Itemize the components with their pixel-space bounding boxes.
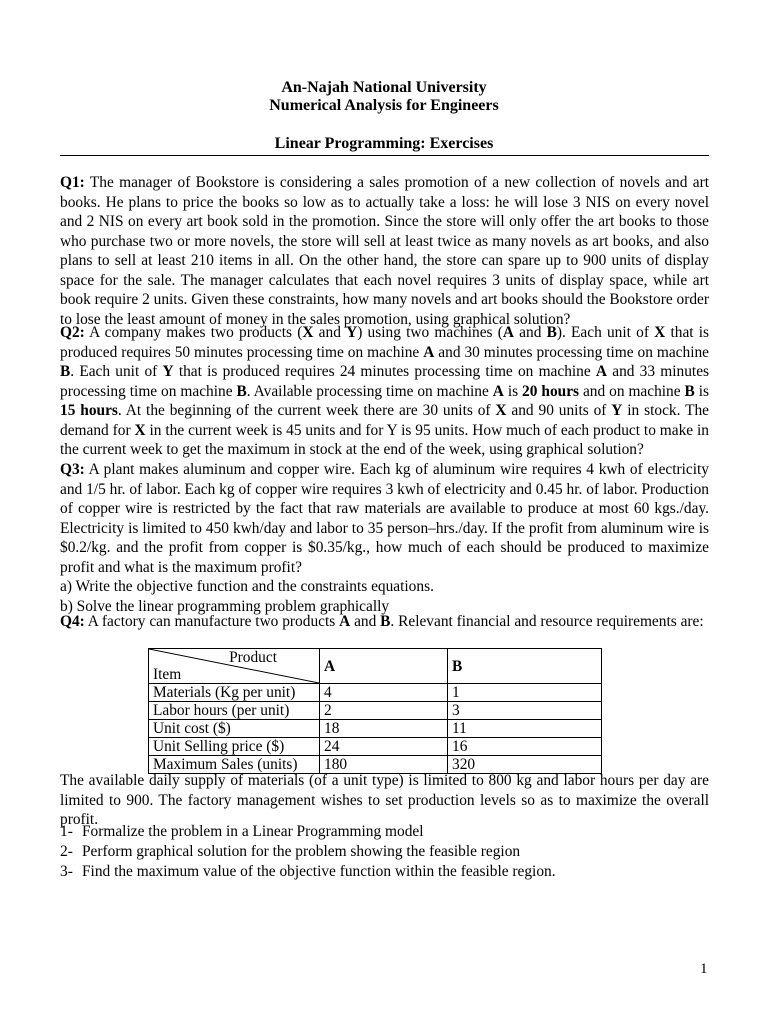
table-row xyxy=(149,738,602,756)
text-segment: A factory can manufacture two products xyxy=(84,613,340,630)
bold-text: A xyxy=(492,382,504,400)
column-header-b: B xyxy=(448,649,602,684)
text-segment: The manager of Bookstore is considering a sales promotion of a new collection of novels and art books. He plans to price the books so low as to actually take a loss: he will lose 3 NIS on every novel and 2 NIS on every art book sold in the promotion. Since the store will only offer the art books to those who purchase two or more novels, the store will sell at least twice as many novels as art books, and also plans to sell at least 210 items in all. On the other hand, the store can spare up to 900 units of display space for the sale. The manager calculates that each novel requires 3 units of display space, while art book require 2 units. Given these constraints, how many novels and art books should the Bookstore order to lose the least amount of money in the sales promotion, using graphical solution? xyxy=(60,174,709,328)
corner-item-label: Item xyxy=(153,666,182,683)
text-segment: that is produced requires 50 minutes processing time on machine xyxy=(60,324,710,361)
bold-text: Y xyxy=(346,324,358,341)
corner-header-cell xyxy=(149,649,320,684)
text-segment: A plant makes aluminum and copper wire. Each kg of aluminum wire requires 4 kwh of electricity and 1/5 hr. of labor. Each kg of copper wire requires 3 kwh of electricity and 0.45 hr. of labor. Production of copper wire is restricted by the fact that raw materials are available to produce at most 60 kgs./day. Electricity is limited to 450 kwh/day and labor to 35 person–hrs./day. If the profit from aluminum wire is $0.2/kg. and the profit from copper is $0.35/kg., how much of each should be produced to maximize profit and what is the maximum profit? xyxy=(60,461,709,576)
text-segment: and xyxy=(350,613,381,630)
question-3-text xyxy=(60,461,709,576)
bold-text: Y xyxy=(162,363,174,380)
row-label-cell: Maximum Sales (units) xyxy=(149,756,320,774)
bold-text: Y xyxy=(611,402,623,419)
text-segment: and xyxy=(313,324,347,341)
question-4 xyxy=(60,612,709,632)
bold-text: Q3: xyxy=(60,461,85,478)
text-segment: and 90 units of xyxy=(506,402,612,419)
bold-text: B xyxy=(236,382,247,400)
value-b-cell: 16 xyxy=(448,738,602,756)
bold-text: X xyxy=(302,324,314,341)
value-b-cell: 3 xyxy=(448,702,602,720)
bold-text: Q2: xyxy=(60,324,85,341)
q4-task-1 xyxy=(60,822,556,842)
value-b-cell: 320 xyxy=(448,756,602,774)
column-header-a: A xyxy=(320,649,448,684)
text-segment: . At the beginning of the current week there are 30 units of xyxy=(117,402,496,419)
task-number: 1- xyxy=(60,823,73,840)
text-segment: and xyxy=(513,324,547,341)
q3-item-a: a) Write the objective function and the constraints equations. xyxy=(60,578,434,595)
value-b-cell: 1 xyxy=(448,684,602,702)
page-number: 1 xyxy=(700,961,708,977)
text-segment: . Relevant financial and resource requirements are: xyxy=(390,613,704,630)
question-4-constraints xyxy=(60,771,709,830)
university-name: An-Najah National University xyxy=(281,79,487,96)
bold-text: B xyxy=(546,324,557,341)
q3-item-b: b) Solve the linear programming problem graphically xyxy=(60,597,390,615)
task-number: 3- xyxy=(60,863,73,880)
bold-text: A xyxy=(595,363,608,380)
task-number: 2- xyxy=(60,843,73,860)
bold-text: Q1: xyxy=(60,174,85,191)
requirements-table xyxy=(148,648,602,774)
q4-task-3 xyxy=(60,862,556,882)
text-segment: . Each unit of xyxy=(70,363,163,380)
q4-task-2 xyxy=(60,842,556,862)
text-segment: The available daily supply of materials (of a unit type) is limited to 800 kg and labor hours per day are limited to 900. The factory management wishes to set production levels so as to maximize the overall profit. xyxy=(60,772,709,828)
value-a-cell: 180 xyxy=(320,756,448,774)
row-label-cell: Unit Selling price ($) xyxy=(149,738,320,756)
text-segment: in stock. The demand for xyxy=(60,402,709,439)
text-segment: and 33 minutes processing time on machine xyxy=(60,363,710,400)
bold-text: X xyxy=(495,402,507,419)
bold-text: A xyxy=(423,343,435,361)
bold-text: A xyxy=(339,613,351,630)
bold-text: A xyxy=(502,324,514,341)
value-b-cell: 11 xyxy=(448,720,602,738)
text-segment: is xyxy=(694,382,710,400)
value-a-cell: 24 xyxy=(320,738,448,756)
text-segment: . Available processing time on machine xyxy=(246,382,493,400)
text-segment: ). Each unit of xyxy=(556,324,655,341)
bold-text: B xyxy=(380,613,391,630)
value-a-cell: 18 xyxy=(320,720,448,738)
text-segment: that is produced requires 24 minutes processing time on machine xyxy=(173,363,596,380)
text-segment: and on machine xyxy=(579,382,685,400)
corner-product-label: Product xyxy=(229,649,277,666)
title-divider xyxy=(60,155,709,156)
question-1 xyxy=(60,173,709,329)
text-segment: ) using two machines ( xyxy=(357,324,503,341)
question-3 xyxy=(60,460,709,616)
table-row xyxy=(149,684,602,702)
bold-text: 20 hours xyxy=(522,382,580,400)
bold-text: X xyxy=(134,421,146,439)
table-row xyxy=(149,702,602,720)
text-segment: in the current week is 45 units and for Y is 95 units. How much of each product to make in the current week to get the maximum in stock at the end of the week, using graphical solution? xyxy=(60,421,709,458)
task-text: Find the maximum value of the objective function within the feasible region. xyxy=(82,863,556,880)
value-a-cell: 4 xyxy=(320,684,448,702)
value-a-cell: 2 xyxy=(320,702,448,720)
row-label-cell: Materials (Kg per unit) xyxy=(149,684,320,702)
row-label-cell: Unit cost ($) xyxy=(149,720,320,738)
text-segment: is xyxy=(503,382,523,400)
bold-text: 15 hours xyxy=(60,402,118,419)
bold-text: B xyxy=(684,382,695,400)
text-segment: A company makes two products ( xyxy=(84,324,303,341)
table-header-row xyxy=(149,649,602,684)
table-row xyxy=(149,720,602,738)
text-segment: and 30 minutes processing time on machine xyxy=(434,343,709,361)
bold-text: Q4: xyxy=(60,613,85,630)
question-2 xyxy=(60,323,709,460)
document-title: Linear Programming: Exercises xyxy=(274,135,494,152)
row-label-cell: Labor hours (per unit) xyxy=(149,702,320,720)
q4-tasks xyxy=(60,822,556,882)
task-text: Perform graphical solution for the problem showing the feasible region xyxy=(82,843,521,860)
course-name: Numerical Analysis for Engineers xyxy=(269,97,499,114)
task-text: Formalize the problem in a Linear Programming model xyxy=(82,823,424,840)
bold-text: X xyxy=(654,324,666,341)
bold-text: B xyxy=(60,363,71,380)
